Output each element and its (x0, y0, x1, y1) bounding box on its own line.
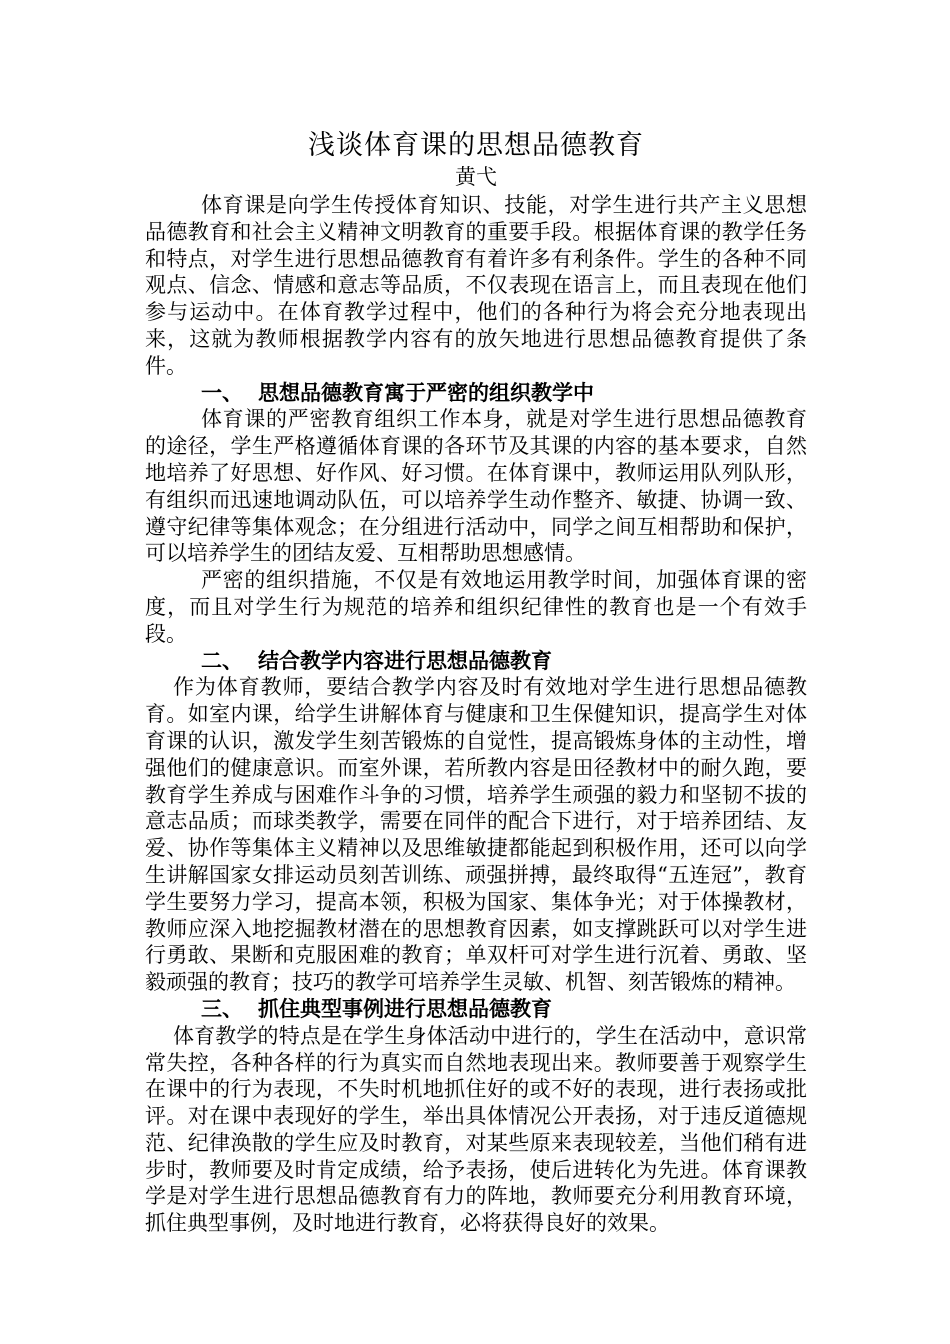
section-heading-3 (145, 996, 807, 1023)
section-title-1: 思想品德教育寓于严密的组织教学中 (258, 379, 594, 405)
section-1-paragraph-1: 体育课的严密教育组织工作本身，就是对学生进行思想品德教育的途径，学生严格遵循体育课的各环节及其课的内容的基本要求，自然地培养了好思想、好作风、好习惯。在体育课中，教师运用队列队形，有组织而迅速地调动队伍，可以培养学生动作整齐、敏捷、协调一致、遵守纪律等集体观念；在分组进行活动中，同学之间互相帮助和保护，可以培养学生的团结友爱、互相帮助思想感情。 (145, 407, 807, 566)
section-number-2: 二、 (201, 647, 243, 673)
section-heading-2 (145, 648, 807, 675)
section-number-3: 三、 (201, 995, 243, 1021)
section-1-paragraph-2: 严密的组织措施，不仅是有效地运用教学时间，加强体育课的密度，而且对学生行为规范的培养和组织纪律性的教育也是一个有效手段。 (145, 568, 807, 646)
author-name: 黄弋 (455, 165, 497, 189)
intro-paragraph: 体育课是向学生传授体育知识、技能，对学生进行共产主义思想品德教育和社会主义精神文明教育的重要手段。根据体育课的教学任务和特点，对学生进行思想品德教育有着许多有利条件。学生的各种不同观点、信念、情感和意志等品质，不仅表现在语言上，而且表现在他们参与运动中。在体育教学过程中，他们的各种行为将会充分地表现出来，这就为教师根据教学内容有的放矢地进行思想品德教育提供了条件。 (145, 193, 807, 378)
section-2-paragraph-1: 作为体育教师，要结合教学内容及时有效地对学生进行思想品德教育。如室内课，给学生讲解体育与健康和卫生保健知识，提高学生对体育课的认识，激发学生刻苦锻炼的自觉性，提高锻炼身体的主动性，增强他们的健康意识。而室外课，若所教内容是田径教材中的耐久跑，要教育学生养成与困难作斗争的习惯，培养学生顽强的毅力和坚韧不拔的意志品质；而球类教学，需要在同伴的配合下进行，对于培养团结、友爱、协作等集体主义精神以及思维敏捷都能起到积极作用，还可以向学生讲解国家女排运动员刻苦训练、顽强拼搏，最终取得“五连冠”，教育学生要努力学习，提高本领，积极为国家、集体争光；对于体操教材，教师应深入地挖掘教材潜在的思想教育因素，如支撑跳跃可以对学生进行勇敢、果断和克服困难的教育；单双杆可对学生进行沉着、勇敢、坚毅顽强的教育；技巧的教学可培养学生灵敏、机智、刻苦锻炼的精神。 (145, 675, 807, 995)
section-3-paragraph-1: 体育教学的特点是在学生身体活动中进行的，学生在活动中，意识常常失控，各种各样的行为真实而自然地表现出来。教师要善于观察学生在课中的行为表现，不失时机地抓住好的或不好的表现，进行表扬或批评。对在课中表现好的学生，举出具体情况公开表扬，对于违反道德规范、纪律涣散的学生应及时教育，对某些原来表现较差，当他们稍有进步时，教师要及时肯定成绩，给予表扬，使后进转化为先进。体育课教学是对学生进行思想品德教育有力的阵地，教师要充分利用教育环境，抓住典型事例，及时地进行教育，必将获得良好的效果。 (145, 1023, 807, 1236)
document-page (145, 128, 807, 1237)
document-title: 浅谈体育课的思想品德教育 (308, 130, 644, 161)
section-number-1: 一、 (201, 379, 243, 405)
section-heading-1 (145, 380, 807, 407)
section-title-2: 结合教学内容进行思想品德教育 (258, 647, 552, 673)
section-title-3: 抓住典型事例进行思想品德教育 (258, 995, 552, 1021)
